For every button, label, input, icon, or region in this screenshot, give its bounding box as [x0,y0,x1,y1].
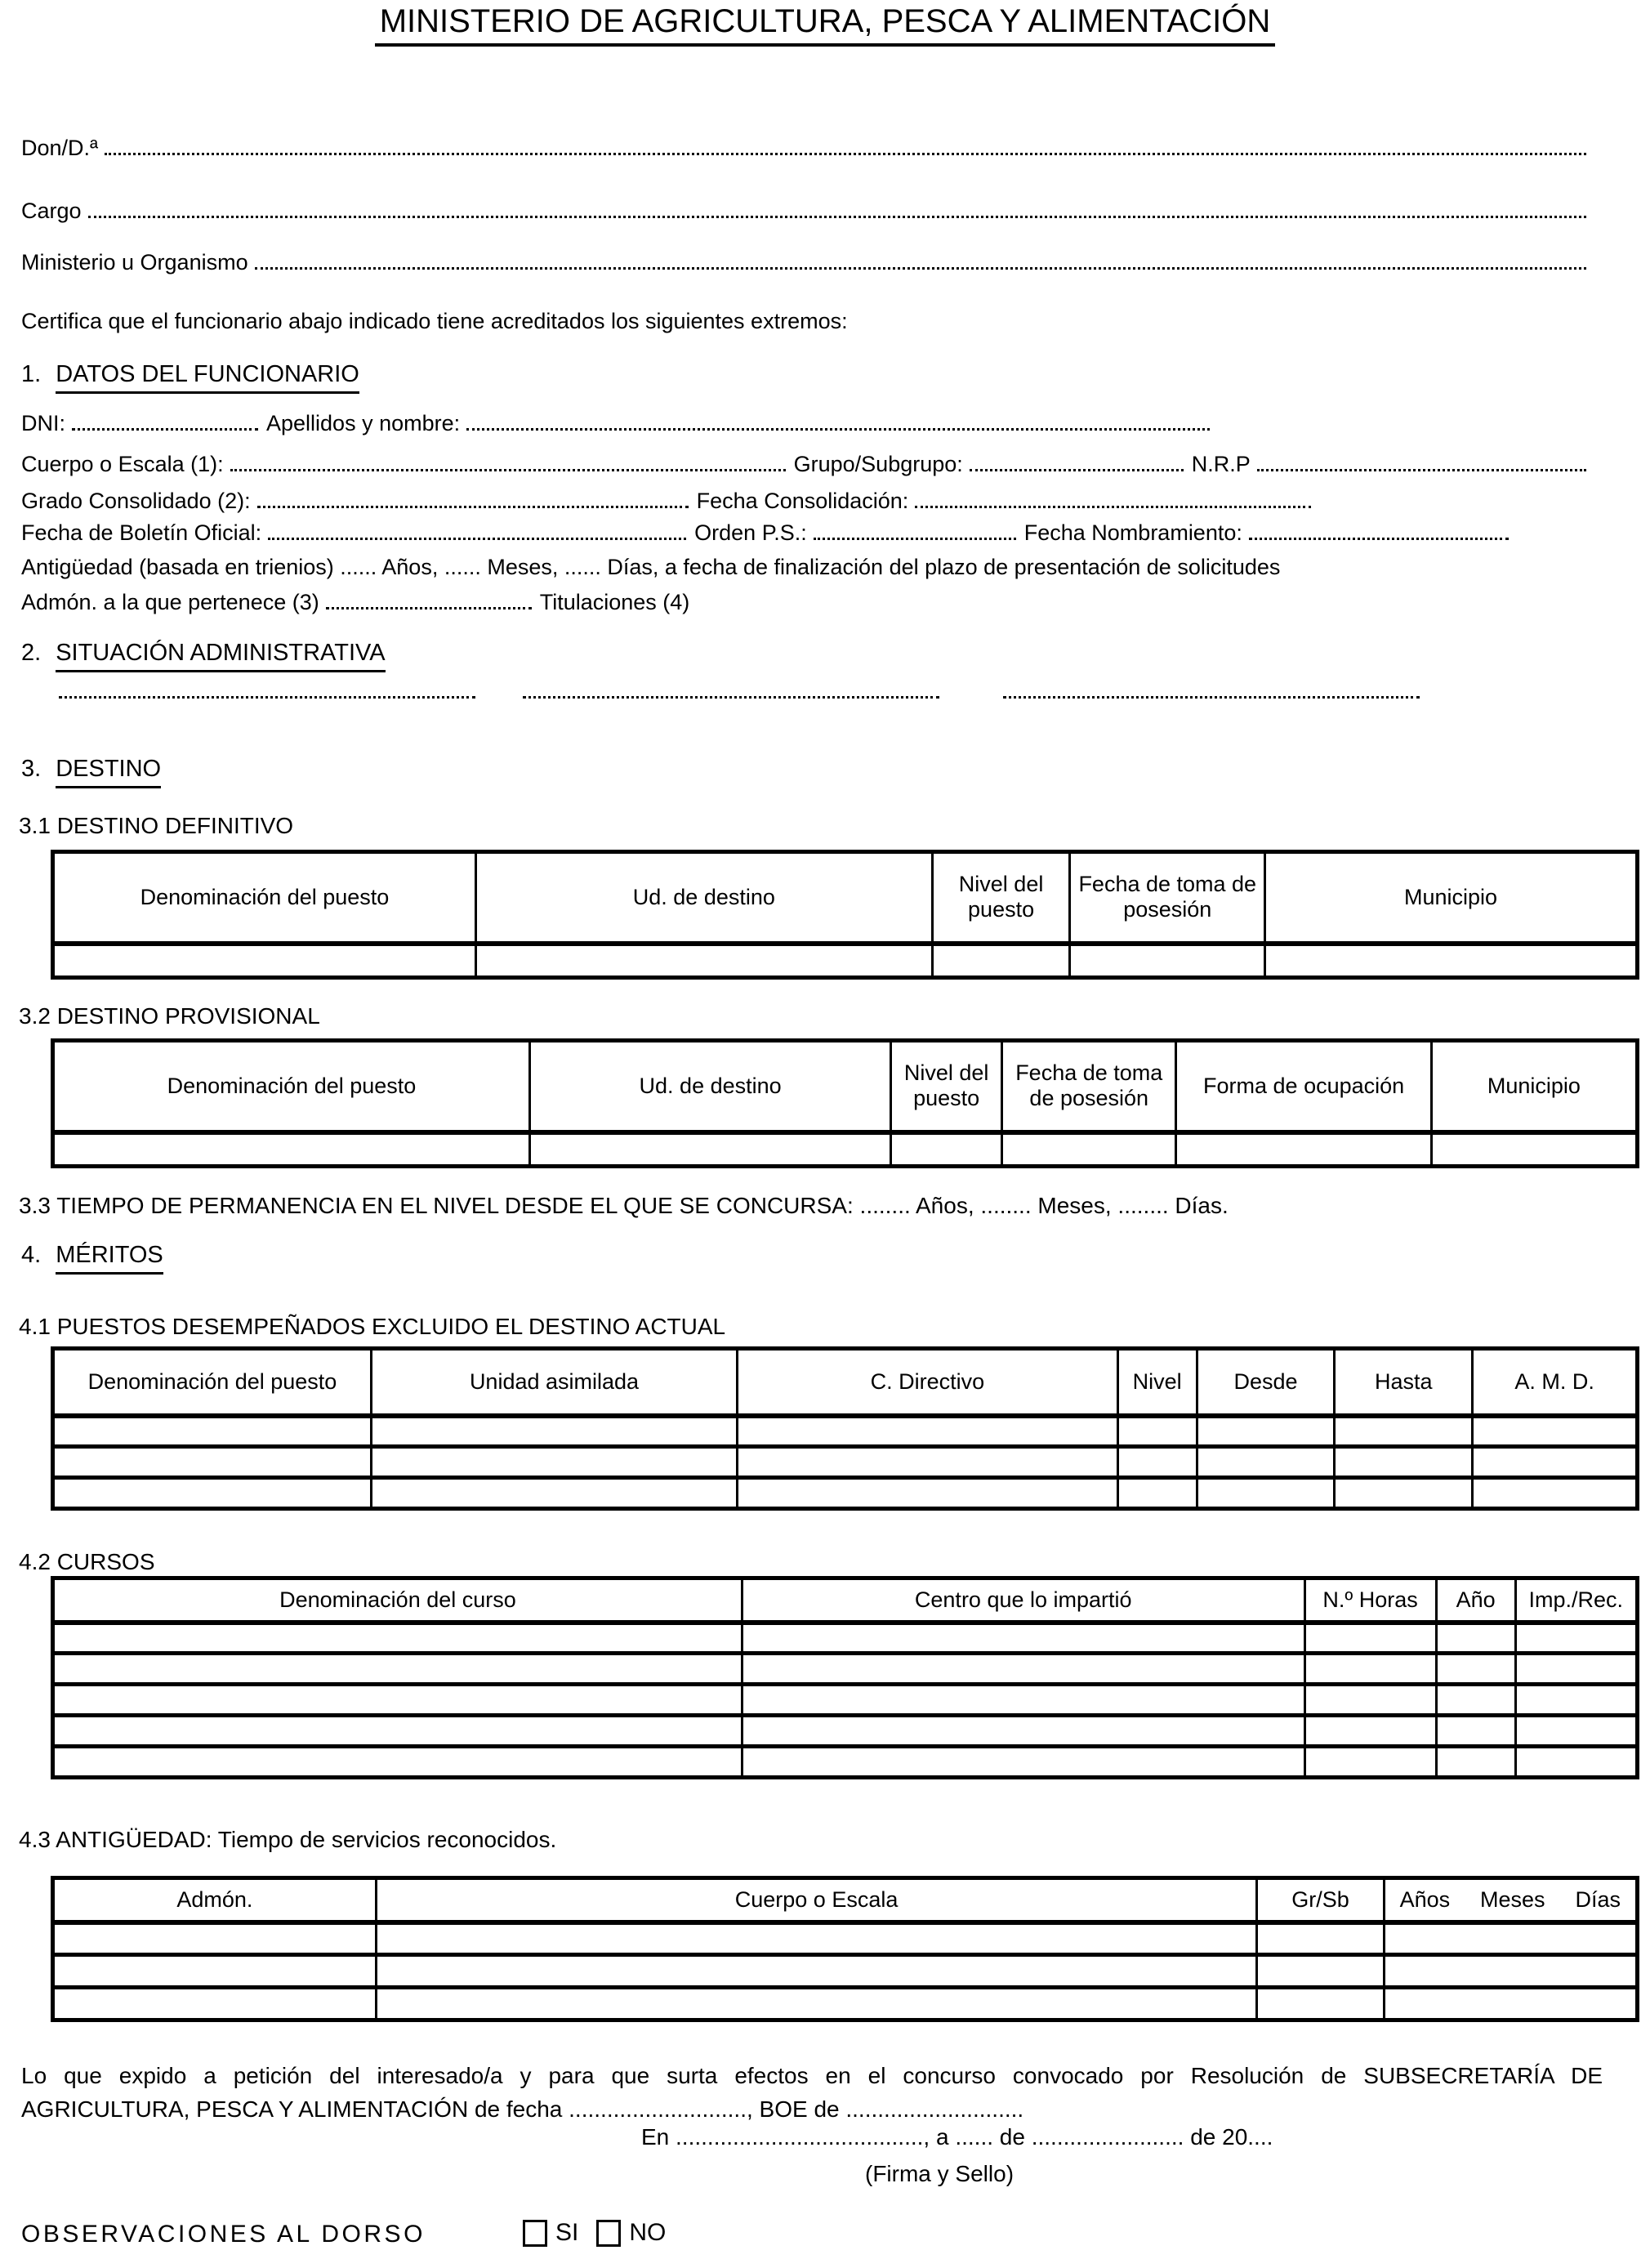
dotted-leader [1249,535,1509,540]
section-number: 4. [21,1242,42,1268]
column-header: Fecha de toma de posesión [1002,1041,1176,1132]
apellidos-label: Apellidos y nombre: [266,411,461,435]
empty-cell [53,1416,372,1447]
empty-cell [371,1447,737,1478]
empty-cell [1117,1416,1197,1447]
column-header: Hasta [1335,1349,1473,1416]
empty-cell [53,1988,377,2020]
cuerpo-label: Cuerpo o Escala (1): [21,452,224,476]
admon-label: Admón. a la que pertenece (3) [21,590,319,614]
empty-cell [1473,1447,1638,1478]
field-ministerio [21,250,1586,275]
dni-label: DNI: [21,411,65,435]
column-header: Ud. de destino [475,852,932,944]
empty-cell [738,1478,1118,1509]
dotted-leader [257,503,689,508]
certifica-text: Certifica que el funcionario abajo indicado tiene acreditados los siguientes extremos: [21,309,848,333]
dotted-leader [72,426,258,431]
empty-cell [53,1922,377,1955]
table-destino-definitivo [51,850,1639,980]
empty-cell [1436,1747,1515,1778]
empty-cell [53,1747,742,1778]
dotted-leader [88,213,1586,218]
signature-line: (Firma y Sello) [865,2161,1015,2186]
empty-cell [376,1922,1257,1955]
empty-cell [891,1132,1002,1167]
column-header-group [1384,1878,1637,1922]
ministerio-label: Ministerio u Organismo [21,250,248,275]
boletin-label: Fecha de Boletín Oficial: [21,520,262,545]
empty-cell [376,1955,1257,1988]
empty-cell [371,1478,737,1509]
nrp-label: N.R.P [1191,452,1251,476]
empty-cell [1117,1447,1197,1478]
column-header: Municipio [1265,852,1638,944]
checkbox-si-label: SI [555,2219,579,2246]
empty-cell [1257,1988,1384,2020]
dotted-leader [326,605,532,609]
empty-cell [53,944,476,978]
cargo-label: Cargo [21,199,82,223]
empty-cell [1304,1747,1436,1778]
dotted-leader [915,503,1311,508]
table-puestos-desempenados [51,1346,1639,1511]
table-header-row [53,1878,1638,1922]
empty-cell [1384,1988,1637,2020]
empty-cell [1436,1654,1515,1685]
dotted-leader [105,150,1586,155]
subsection-41-title: 4.1 PUESTOS DESEMPEÑADOS EXCLUIDO EL DESTINO ACTUAL [19,1314,726,1339]
section-4-heading [21,1242,163,1275]
field-grado-consolidacion [21,489,1586,514]
section-title: SITUACIÓN ADMINISTRATIVA [56,640,385,672]
field-antiguedad: Antigüedad (basada en trienios) ...... Años, ...... Meses, ...... Días, a fecha de finalización del plazo de presentación de solicitudes [21,555,1281,579]
field-cargo [21,199,1586,224]
empty-cell [475,944,932,978]
titulaciones-label: Titulaciones (4) [539,590,690,614]
date-place-line: En ......................................., a ...... de ........................ de 20.... [641,2124,1273,2150]
section-3-heading [21,756,161,788]
subsection-33-line: 3.3 TIEMPO DE PERMANENCIA EN EL NIVEL DESDE EL QUE SE CONCURSA: ........ Años, ........ Meses, ........ Días. [19,1193,1229,1218]
grupo-label: Grupo/Subgrupo: [793,452,963,476]
column-header: Meses [1480,1886,1545,1912]
table-row [53,1654,1638,1685]
dotted-leader [1257,467,1586,471]
table-destino-provisional [51,1038,1639,1168]
empty-cell [1384,1922,1637,1955]
table-row [53,1623,1638,1654]
fecha-consolidacion-label: Fecha Consolidación: [696,489,909,513]
column-header: N.º Horas [1304,1578,1436,1623]
dotted-blank-line [1003,694,1420,699]
empty-cell [742,1685,1304,1716]
column-header: Nivel del puesto [891,1041,1002,1132]
orden-label: Orden P.S.: [694,520,807,545]
field-admon-titulaciones [21,590,1586,615]
table-header-row [53,852,1638,944]
subsection-42-title: 4.2 CURSOS [19,1549,155,1574]
section-title: MÉRITOS [56,1242,163,1275]
empty-cell [1197,1416,1335,1447]
empty-cell [1515,1685,1637,1716]
section-1-heading [21,361,359,394]
column-header: Desde [1197,1349,1335,1416]
column-header: Años [1399,1886,1451,1912]
dotted-leader [466,426,1210,431]
dotted-blank-line [59,694,475,699]
table-row [53,1132,1638,1167]
column-header: Ud. de destino [529,1041,890,1132]
table-header-row [53,1349,1638,1416]
empty-cell [1304,1716,1436,1747]
section-number: 2. [21,640,42,666]
column-header: Nivel del puesto [932,852,1070,944]
empty-cell [1473,1478,1638,1509]
empty-cell [1304,1623,1436,1654]
table-header-row [53,1578,1638,1623]
table-row [53,1747,1638,1778]
empty-cell [742,1654,1304,1685]
subsection-32-title: 3.2 DESTINO PROVISIONAL [19,1003,320,1029]
empty-cell [742,1623,1304,1654]
closing-paragraph [21,2059,1603,2126]
table-row [53,1685,1638,1716]
empty-cell [53,1447,372,1478]
table-row [53,1478,1638,1509]
dotted-leader [970,467,1184,471]
dotted-leader [268,535,686,540]
section-2-heading [21,640,386,672]
nombramiento-label: Fecha Nombramiento: [1023,520,1242,545]
table-row [53,944,1638,978]
empty-cell [738,1447,1118,1478]
table-antiguedad [51,1876,1639,2022]
column-header: A. M. D. [1473,1349,1638,1416]
section-title: DESTINO [56,756,161,788]
column-header: Municipio [1431,1041,1637,1132]
empty-cell [1384,1955,1637,1988]
checkbox-no [596,2220,621,2247]
empty-cell [1473,1416,1638,1447]
table-row [53,1955,1638,1988]
header [0,3,1650,47]
field-don [21,136,1586,161]
empty-cell [1197,1447,1335,1478]
empty-cell [1304,1654,1436,1685]
column-header: Gr/Sb [1257,1878,1384,1922]
empty-cell [1197,1478,1335,1509]
column-header: Año [1436,1578,1515,1623]
empty-cell [1117,1478,1197,1509]
empty-cell [1436,1685,1515,1716]
empty-cell [1335,1416,1473,1447]
empty-cell [738,1416,1118,1447]
empty-cell [53,1716,742,1747]
column-header: Centro que lo impartió [742,1578,1304,1623]
checkbox-si [523,2220,547,2247]
observaciones-options [523,2219,684,2247]
observaciones-label: OBSERVACIONES AL DORSO [21,2221,426,2248]
closing-line-1: Lo que expido a petición del interesado/a y para que surta efectos en el concurso convocado por Resolución de SUBSECRETARÍA DE [21,2063,1603,2088]
empty-cell [1515,1747,1637,1778]
section-number: 1. [21,361,42,387]
grado-label: Grado Consolidado (2): [21,489,251,513]
empty-cell [529,1132,890,1167]
column-header: Admón. [53,1878,377,1922]
table-row [53,1447,1638,1478]
don-label: Don/D.ª [21,136,99,160]
empty-cell [53,1685,742,1716]
table-cursos [51,1576,1639,1779]
column-header: Denominación del puesto [53,1041,530,1132]
table-header-row [53,1041,1638,1132]
table-row [53,1922,1638,1955]
column-header: Días [1575,1886,1621,1912]
empty-cell [932,944,1070,978]
table-row [53,1988,1638,2020]
column-header: Unidad asimilada [371,1349,737,1416]
empty-cell [53,1623,742,1654]
field-cuerpo-grupo-nrp [21,452,1586,477]
empty-cell [1070,944,1265,978]
empty-cell [53,1654,742,1685]
empty-cell [1515,1654,1637,1685]
column-header: Fecha de toma de posesión [1070,852,1265,944]
dotted-leader [230,467,786,471]
empty-cell [742,1747,1304,1778]
empty-cell [742,1716,1304,1747]
dotted-leader [255,265,1586,270]
empty-cell [376,1988,1257,2020]
column-header: Imp./Rec. [1515,1578,1637,1623]
column-header: Denominación del puesto [53,852,476,944]
dotted-leader [814,535,1016,540]
empty-cell [1304,1685,1436,1716]
empty-cell [1515,1623,1637,1654]
empty-cell [53,1478,372,1509]
empty-cell [1257,1922,1384,1955]
table-row [53,1416,1638,1447]
subsection-43-title: 4.3 ANTIGÜEDAD: Tiempo de servicios reconocidos. [19,1827,557,1852]
column-header: Denominación del puesto [53,1349,372,1416]
section-number: 3. [21,756,42,782]
empty-cell [53,1132,530,1167]
dotted-blank-line [523,694,939,699]
column-header: Cuerpo o Escala [376,1878,1257,1922]
empty-cell [1431,1132,1637,1167]
page-title: MINISTERIO DE AGRICULTURA, PESCA Y ALIMENTACIÓN [375,3,1276,47]
table-row [53,1716,1638,1747]
empty-cell [1436,1716,1515,1747]
subsection-31-title: 3.1 DESTINO DEFINITIVO [19,813,294,838]
empty-cell [1515,1716,1637,1747]
empty-cell [53,1955,377,1988]
closing-line-2: AGRICULTURA, PESCA Y ALIMENTACIÓN de fecha ............................, BOE de ............................ [21,2096,1024,2122]
empty-cell [1436,1623,1515,1654]
empty-cell [1335,1478,1473,1509]
empty-cell [371,1416,737,1447]
field-dni-apellidos [21,411,1586,436]
empty-cell [1335,1447,1473,1478]
column-header: Denominación del curso [53,1578,742,1623]
column-header: C. Directivo [738,1349,1118,1416]
empty-cell [1176,1132,1431,1167]
section-title: DATOS DEL FUNCIONARIO [56,361,359,394]
checkbox-no-label: NO [629,2219,667,2246]
empty-cell [1257,1955,1384,1988]
field-boletin-orden-nombramiento [21,520,1586,546]
empty-cell [1002,1132,1176,1167]
column-header: Nivel [1117,1349,1197,1416]
column-header: Forma de ocupación [1176,1041,1431,1132]
empty-cell [1265,944,1638,978]
